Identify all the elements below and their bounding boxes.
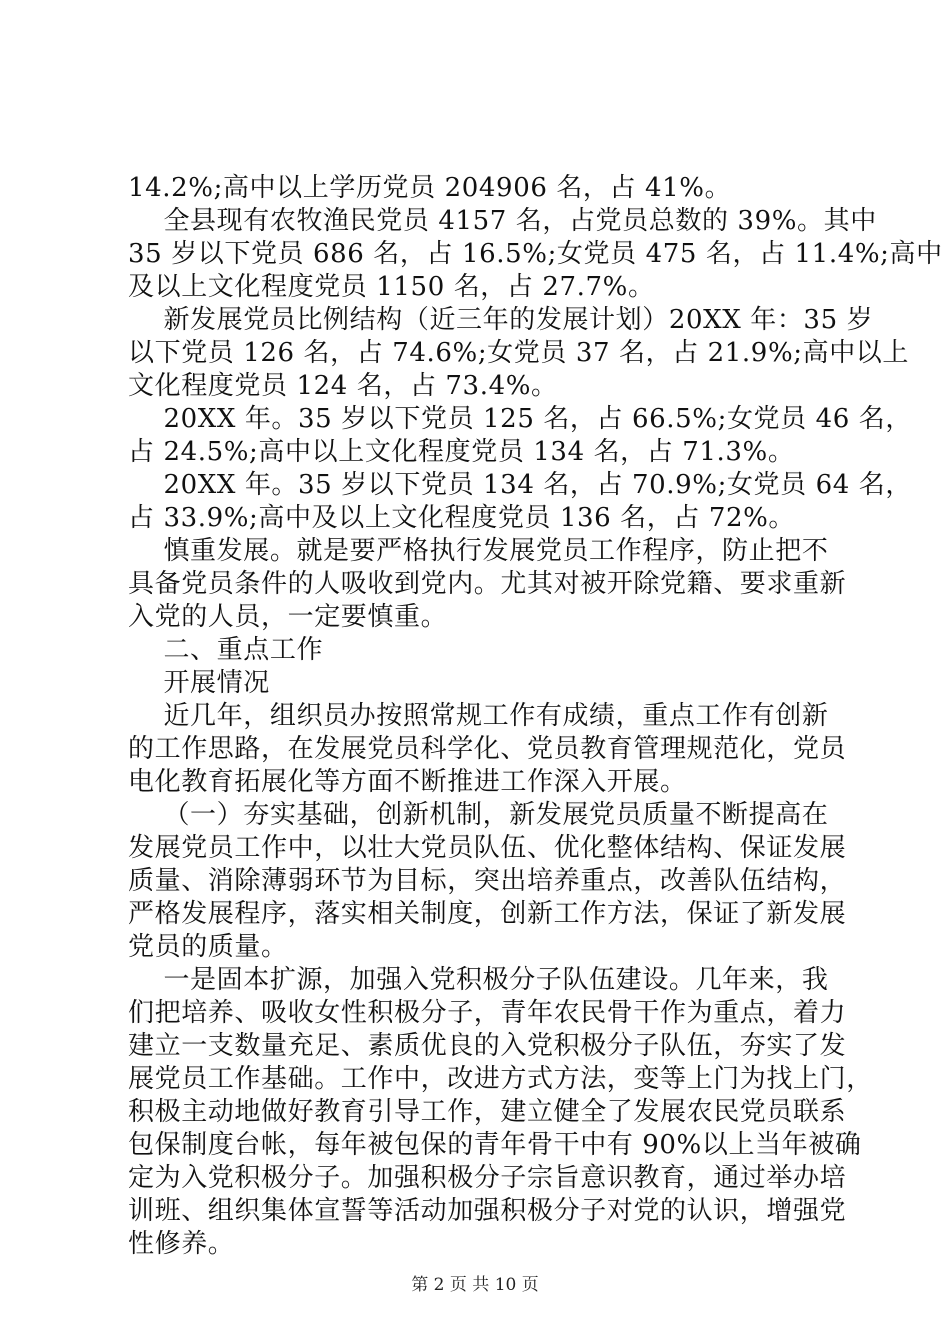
text-line: 严格发展程序，落实相关制度，创新工作方法，保证了新发展 <box>128 899 847 929</box>
text-line: 建立一支数量充足、素质优良的入党积极分子队伍，夯实了发 <box>128 1031 847 1061</box>
text-line: 入党的人员，一定要慎重。 <box>128 602 448 632</box>
text-line: 文化程度党员 124 名，占 73.4%。 <box>128 371 558 401</box>
text-line: 党员的质量。 <box>128 932 288 962</box>
text-line: 20XX 年。35 岁以下党员 125 名，占 66.5%;女党员 46 名， <box>128 404 912 434</box>
text-line: 及以上文化程度党员 1150 名，占 27.7%。 <box>128 272 655 302</box>
subsection-heading: 开展情况 <box>128 668 270 698</box>
text-line: 们把培养、吸收女性积极分子，青年农民骨干作为重点，着力 <box>128 998 847 1028</box>
text-line: 新发展党员比例结构（近三年的发展计划）20XX 年：35 岁 <box>128 305 874 335</box>
text-line: 性修养。 <box>128 1229 235 1259</box>
text-line: 发展党员工作中，以壮大党员队伍、优化整体结构、保证发展 <box>128 833 847 863</box>
page-number-footer: 第 2 页 共 10 页 <box>411 1275 539 1295</box>
text-line: 质量、消除薄弱环节为目标，突出培养重点，改善队伍结构， <box>128 866 847 896</box>
text-line: 定为入党积极分子。加强积极分子宗旨意识教育，通过举办培 <box>128 1163 847 1193</box>
text-line: 一是固本扩源，加强入党积极分子队伍建设。几年来，我 <box>128 965 829 995</box>
text-line: 电化教育拓展化等方面不断推进工作深入开展。 <box>128 767 687 797</box>
text-line: 慎重发展。就是要严格执行发展党员工作程序，防止把不 <box>128 536 829 566</box>
text-line: 35 岁以下党员 686 名，占 16.5%;女党员 475 名，占 11.4%;高中 <box>128 239 943 269</box>
text-line: 积极主动地做好教育引导工作，建立健全了发展农民党员联系 <box>128 1097 847 1127</box>
text-line: 以下党员 126 名，占 74.6%;女党员 37 名，占 21.9%;高中以上 <box>128 338 910 368</box>
text-line: 具备党员条件的人吸收到党内。尤其对被开除党籍、要求重新 <box>128 569 847 599</box>
text-line: 包保制度台帐，每年被包保的青年骨干中有 90%以上当年被确 <box>128 1130 862 1160</box>
text-line: 全县现有农牧渔民党员 4157 名，占党员总数的 39%。其中 <box>128 206 877 236</box>
text-line: 的工作思路，在发展党员科学化、党员教育管理规范化，党员 <box>128 734 847 764</box>
text-line: 展党员工作基础。工作中，改进方式方法，变等上门为找上门， <box>128 1064 873 1094</box>
text-line: 近几年，组织员办按照常规工作有成绩，重点工作有创新 <box>128 701 829 731</box>
text-line: 占 24.5%;高中以上文化程度党员 134 名，占 71.3%。 <box>128 437 795 467</box>
text-line: （一）夯实基础，创新机制，新发展党员质量不断提高在 <box>128 800 829 830</box>
text-line: 占 33.9%;高中及以上文化程度党员 136 名，占 72%。 <box>128 503 796 533</box>
text-line: 14.2%;高中以上学历党员 204906 名，占 41%。 <box>128 173 732 203</box>
section-heading: 二、重点工作 <box>128 635 324 665</box>
text-line: 训班、组织集体宣誓等活动加强积极分子对党的认识，增强党 <box>128 1196 847 1226</box>
text-line: 20XX 年。35 岁以下党员 134 名，占 70.9%;女党员 64 名， <box>128 470 912 500</box>
